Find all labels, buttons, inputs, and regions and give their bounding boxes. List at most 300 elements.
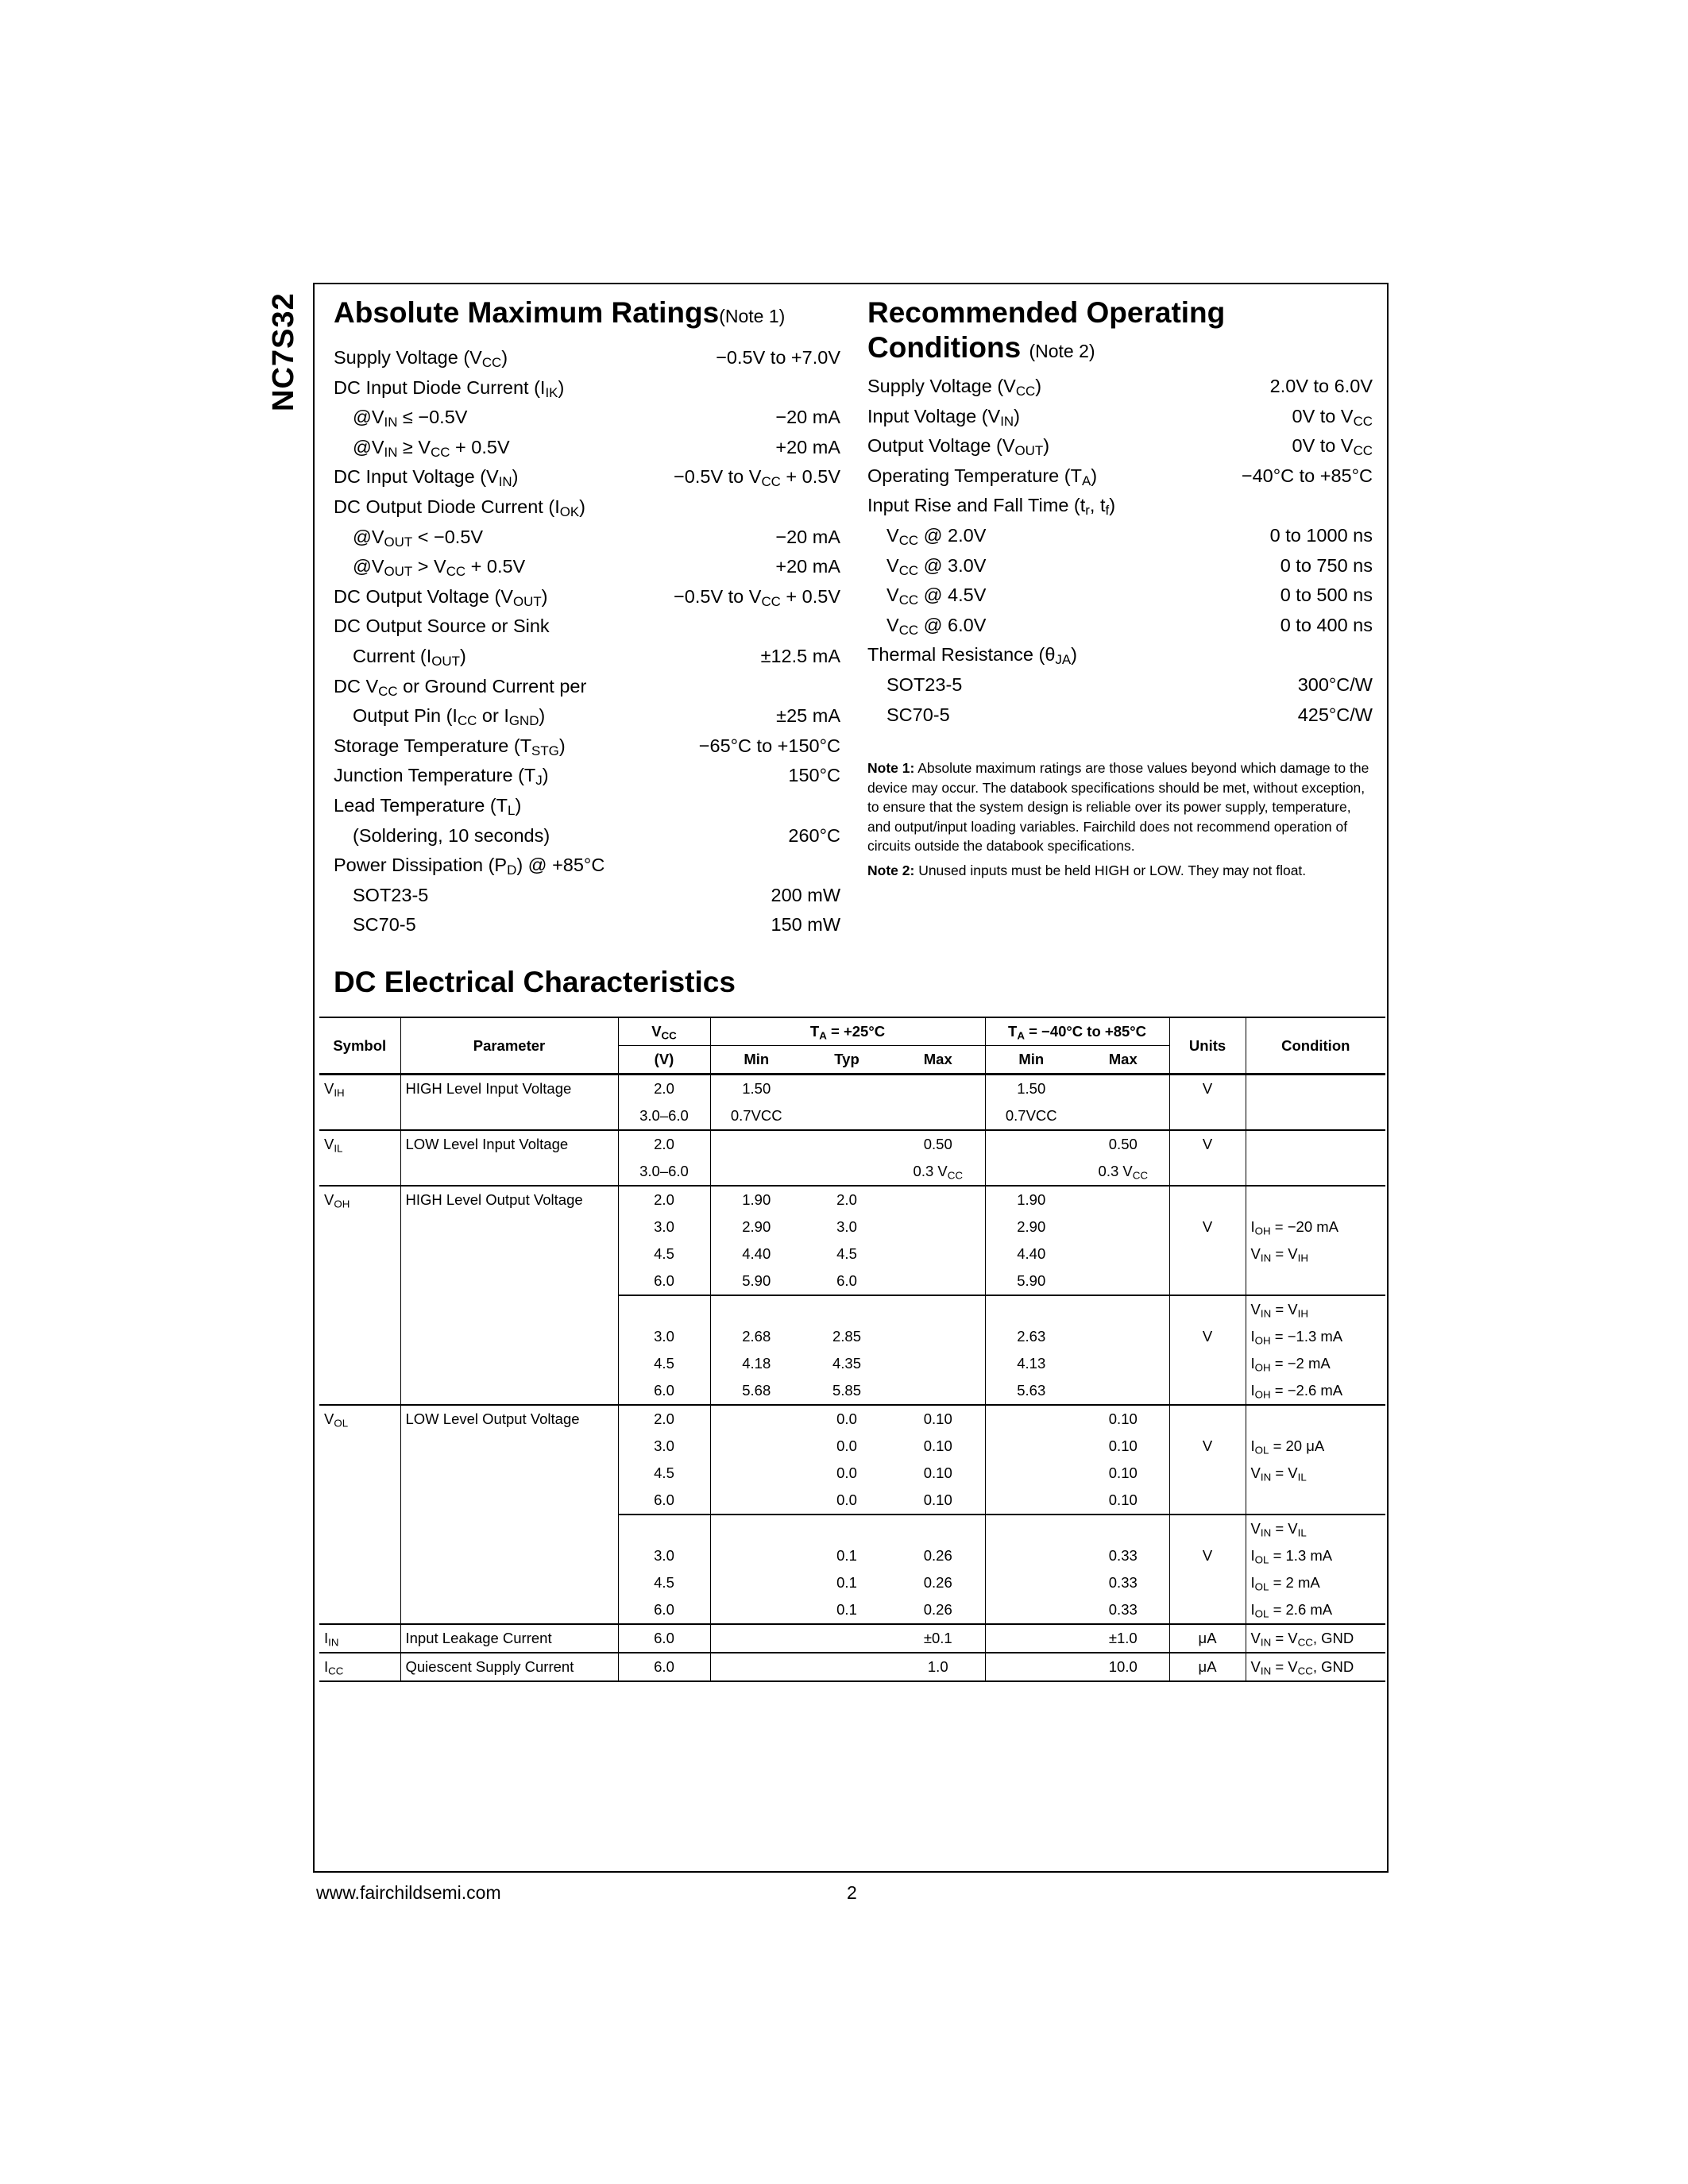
typ-cell [802,1295,891,1323]
condition-cell: $V_{IN} = V_{IH}$ [1246,1241,1385,1268]
max-cell [891,1075,985,1103]
symbol-cell [319,1596,400,1624]
table-row [319,1624,1385,1653]
max-cell [891,1323,985,1350]
symbol-cell [319,1569,400,1596]
rec-op-label: $V_{CC}$ @ 3.0V [886,554,987,578]
abs-max-label: (Soldering, 10 seconds) [353,824,550,846]
table-row [319,1596,1385,1624]
abs-max-rows [334,343,840,940]
abs-max-label: DC Input Voltage $(V_{IN})$ [334,466,519,490]
min-cell [710,1653,802,1681]
min-cell [710,1542,802,1569]
parameter-cell [400,1433,618,1460]
vcc-cell: 6.0 [618,1596,710,1624]
vcc-cell: 4.5 [618,1569,710,1596]
notes-block [867,758,1369,880]
max-range-cell [1077,1214,1169,1241]
min-cell [710,1569,802,1596]
min-range-cell [985,1487,1077,1515]
typ-cell [802,1158,891,1186]
abs-max-label: Storage Temperature $(T_{STG})$ [334,735,566,758]
min-cell [710,1405,802,1433]
max-range-cell: ±1.0 [1077,1624,1169,1653]
table-row [319,1377,1385,1405]
parameter-cell: LOW Level Input Voltage [400,1130,618,1158]
max-range-cell: 0.50 [1077,1130,1169,1158]
vcc-cell: 3.0 [618,1542,710,1569]
rec-op-row [867,491,1373,521]
rec-op-label: Output Voltage $(V_{OUT})$ [867,435,1050,459]
typ-cell: 0.0 [836,1491,857,1508]
units-cell: V [1169,1433,1246,1460]
min-range-cell [985,1515,1077,1542]
condition-cell [1246,1487,1385,1515]
max-cell [891,1214,985,1241]
abs-max-row [334,492,840,523]
min-cell [710,1130,802,1158]
parameter-cell [400,1214,618,1241]
symbol-cell [319,1350,400,1377]
rec-op-value: 2.0V to 6.0V [1269,376,1373,396]
parameter-cell: HIGH Level Output Voltage [400,1186,618,1214]
abs-max-label: Output Pin ($I_{CC}$ or $I_{GND}$) [353,705,546,729]
vcc-cell: 6.0 [618,1487,710,1515]
condition-cell: $V_{IN} = V_{IL}$ [1246,1515,1385,1542]
typ-cell: 2.0 [802,1186,891,1214]
parameter-cell: Input Leakage Current [400,1624,618,1653]
typ-cell [802,1624,891,1653]
parameter-cell [400,1295,618,1323]
abs-max-row [334,761,840,791]
page-number: 2 [847,1882,857,1903]
rec-op-rows [867,372,1373,730]
rec-op-row [867,670,1373,700]
symbol-cell: $V_{IH}$ [324,1080,345,1099]
units-cell [1169,1377,1246,1405]
max-range-cell [1077,1377,1169,1405]
abs-max-row [334,821,840,851]
parameter-cell: LOW Level Output Voltage [400,1405,618,1433]
condition-cell [1246,1405,1385,1433]
side-part-number: NC7S32 [267,292,300,411]
vcc-cell: 3.0 [618,1214,710,1241]
rec-op-row [867,700,1373,731]
symbol-cell: $I_{IN}$ [319,1624,400,1653]
table-row [319,1542,1385,1569]
vcc-cell: 2.0 [618,1405,710,1433]
parameter-cell [400,1102,618,1130]
table-row [319,1241,1385,1268]
units-cell: μA [1169,1653,1246,1681]
units-cell [1169,1460,1246,1487]
symbol-cell [319,1102,400,1130]
abs-max-row [334,612,840,642]
abs-max-value: +20 mA [775,556,840,577]
max-cell: 0.26 [923,1574,952,1591]
condition-cell [1246,1130,1385,1158]
typ-cell [802,1653,891,1681]
parameter-cell [400,1515,618,1542]
max-cell: 0.3 $V_{CC}$ [913,1163,963,1182]
parameter-cell: HIGH Level Input Voltage [400,1075,618,1103]
vcc-cell [618,1295,710,1323]
symbol-cell: $V_{IL}$ [319,1130,400,1158]
table-row [319,1515,1385,1542]
units-cell [1169,1405,1246,1433]
rec-op-label: Input Voltage $(V_{IN})$ [867,405,1020,429]
symbol-cell [319,1158,400,1186]
rec-op-label: SOT23-5 [886,673,963,695]
vcc-cell: 4.5 [618,1460,710,1487]
col-max-range: Max [1077,1046,1169,1075]
typ-cell: 4.5 [836,1245,857,1262]
rec-op-row [867,372,1373,402]
col-min: Min [710,1046,802,1075]
rec-op-value: 0 to 1000 ns [1269,524,1373,546]
max-cell: 0.26 [923,1601,952,1618]
min-cell: 2.90 [710,1214,802,1241]
vcc-cell: 3.0 [618,1323,710,1350]
rec-op-value: 0V to $V_{CC}$ [1292,405,1373,429]
min-cell: 1.90 [710,1186,802,1214]
dc-table-body [319,1075,1385,1682]
abs-max-row [334,462,840,492]
table-row [319,1350,1385,1377]
abs-max-row [334,731,840,762]
max-cell [891,1102,985,1130]
table-row [319,1158,1385,1186]
rec-op-value: −40°C to +85°C [1241,465,1373,486]
max-range-cell [1077,1186,1169,1214]
symbol-cell: $V_{OH}$ [319,1186,400,1214]
symbol-cell [319,1268,400,1295]
col-parameter: Parameter [400,1017,618,1075]
units-cell [1169,1295,1246,1323]
abs-max-row [334,701,840,731]
vcc-cell: 4.5 [618,1241,710,1268]
symbol-cell [319,1487,400,1515]
max-cell: 0.50 [891,1130,985,1158]
typ-cell [802,1515,891,1542]
abs-max-row [334,582,840,612]
col-vcc: $V_{CC}$ [618,1017,710,1046]
vcc-cell: 6.0 [618,1377,710,1405]
condition-cell: $V_{IN} = V_{CC}$, GND [1246,1653,1385,1681]
parameter-cell [400,1487,618,1515]
abs-max-row [334,910,840,940]
symbol-cell: $I_{CC}$ [319,1653,400,1681]
vcc-cell: 6.0 [618,1653,710,1681]
min-range-cell [985,1158,1077,1186]
max-range-cell: 0.10 [1108,1464,1138,1481]
table-row [319,1295,1385,1323]
min-range-cell [985,1295,1077,1323]
vcc-cell: 3.0 [618,1433,710,1460]
rec-op-label: Supply Voltage $(V_{CC})$ [867,376,1042,399]
abs-max-value: −0.5V to +7.0V [716,347,840,368]
abs-max-value: 260°C [788,824,840,846]
abs-max-label: SOT23-5 [353,884,429,905]
min-range-cell: 0.7VCC [985,1102,1077,1130]
units-cell [1169,1596,1246,1624]
parameter-cell [400,1158,618,1186]
vcc-cell: 4.5 [618,1350,710,1377]
condition-cell [1246,1186,1385,1214]
max-range-cell [1077,1075,1169,1103]
typ-cell: 4.35 [832,1355,861,1372]
condition-cell: $V_{IN} = V_{IL}$ [1246,1460,1385,1487]
max-range-cell: 10.0 [1077,1653,1169,1681]
note-1: Note 1: Absolute maximum ratings are those values beyond which damage to the device may occur. The databook specifications should be met, without exception, to ensure that the system design is reliable over its power supply, temperature, and output/input loading variables. Fairchild does not recommend operation of circuits outside the databook specifications. [867,760,1369,855]
abs-max-label: Supply Voltage $(V_{CC})$ [334,347,508,371]
condition-cell [1246,1102,1385,1130]
max-cell [891,1350,985,1377]
abs-max-value: ±25 mA [776,705,840,727]
max-cell [891,1241,985,1268]
max-cell [891,1186,985,1214]
typ-cell: 0.0 [836,1437,857,1454]
max-cell: 0.10 [923,1491,952,1508]
table-row [319,1075,1385,1103]
table-row [319,1186,1385,1214]
vcc-cell: 2.0 [618,1075,710,1103]
min-cell [710,1295,802,1323]
vcc-cell: 3.0–6.0 [618,1102,710,1130]
min-cell: 2.68 [710,1323,802,1350]
min-cell [710,1515,802,1542]
min-range-cell [985,1596,1077,1624]
max-cell [891,1295,985,1323]
table-row [319,1130,1385,1158]
units-cell: V [1169,1323,1246,1350]
min-range-cell [985,1569,1077,1596]
rec-op-value: 0 to 750 ns [1280,554,1373,576]
typ-cell [802,1075,891,1103]
min-cell: 4.40 [710,1241,802,1268]
rec-op-row [867,402,1373,432]
abs-max-label: Power Dissipation $(P_D)$ @ +85°C [334,855,605,878]
max-range-cell [1077,1350,1169,1377]
condition-cell: $I_{OH} = -20$ mA [1246,1214,1385,1241]
min-range-cell [985,1130,1077,1158]
min-range-cell [985,1460,1077,1487]
units-cell [1169,1186,1246,1214]
units-cell: μA [1169,1624,1246,1653]
rec-op-label: SC70-5 [886,704,950,725]
parameter-cell [400,1542,618,1569]
symbol-cell [319,1214,400,1241]
parameter-cell [400,1569,618,1596]
table-row [319,1323,1385,1350]
condition-cell: $V_{IN} = V_{IH}$ [1246,1295,1385,1323]
min-range-cell: 2.63 [985,1323,1077,1350]
min-cell: 5.90 [710,1268,802,1295]
max-range-cell: 0.10 [1077,1405,1169,1433]
symbol-cell [319,1433,400,1460]
typ-cell: 3.0 [836,1218,857,1235]
footer-url[interactable]: www.fairchildsemi.com [316,1882,501,1903]
condition-cell: $V_{IN} = V_{CC}$, GND [1246,1624,1385,1653]
condition-cell [1246,1158,1385,1186]
table-row [319,1405,1385,1433]
min-cell [710,1596,802,1624]
typ-cell: 0.1 [836,1547,857,1564]
rec-op-value: 0V to $V_{CC}$ [1292,435,1373,459]
table-row [319,1433,1385,1460]
typ-cell [802,1102,891,1130]
vcc-cell: 6.0 [618,1624,710,1653]
typ-cell: 6.0 [836,1272,857,1289]
rec-op-row [867,581,1373,611]
max-cell [891,1268,985,1295]
recommended-operating-conditions [867,295,1373,885]
min-range-cell: 4.13 [985,1350,1077,1377]
max-cell: 0.10 [923,1464,952,1481]
table-row [319,1460,1385,1487]
col-symbol: Symbol [319,1017,400,1075]
max-cell: 0.26 [923,1547,952,1564]
parameter-cell [400,1460,618,1487]
typ-cell: 2.85 [832,1328,861,1345]
rec-op-row [867,521,1373,551]
rec-op-row [867,461,1373,492]
rec-op-row [867,551,1373,581]
max-range-cell [1077,1515,1169,1542]
abs-max-row [334,881,840,911]
rec-op-row [867,431,1373,461]
units-cell [1169,1158,1246,1186]
units-cell [1169,1569,1246,1596]
rec-op-value: 425°C/W [1297,704,1373,725]
condition-cell: $I_{OH} = -2.6$ mA [1246,1377,1385,1405]
abs-max-row [334,523,840,553]
max-cell [891,1515,985,1542]
rec-op-label: $V_{CC}$ @ 6.0V [886,614,987,638]
abs-max-row [334,642,840,672]
abs-max-label: $@V_{IN} \ge V_{CC} + 0.5V$ [353,436,510,460]
table-row [319,1487,1385,1515]
min-cell: 4.18 [710,1350,802,1377]
abs-max-label: $@V_{IN} \le -0.5V$ [353,407,468,430]
min-range-cell [985,1624,1077,1653]
dc-characteristics-title: DC Electrical Characteristics [334,966,736,998]
abs-max-label: SC70-5 [353,914,416,936]
rec-op-label: Thermal Resistance $(\theta_{JA})$ [867,644,1077,668]
rec-op-label: $V_{CC}$ @ 4.5V [886,585,987,608]
abs-max-label: Current $(I_{OUT})$ [353,645,466,669]
symbol-cell [319,1542,400,1569]
max-cell: 1.0 [891,1653,985,1681]
abs-max-value: 200 mW [771,884,840,905]
abs-max-label: DC Input Diode Current $(I_{IK})$ [334,376,565,400]
min-range-cell: 5.90 [985,1268,1077,1295]
abs-max-value: −0.5V to $V_{CC} + 0.5V$ [674,466,840,490]
col-min-range: Min [985,1046,1077,1075]
abs-max-value: −0.5V to $V_{CC} + 0.5V$ [674,585,840,609]
symbol-cell [319,1515,400,1542]
max-cell: 0.10 [891,1405,985,1433]
table-row [319,1102,1385,1130]
min-cell [710,1460,802,1487]
min-range-cell: 2.90 [985,1214,1077,1241]
min-range-cell [985,1433,1077,1460]
condition-cell [1246,1268,1385,1295]
max-range-cell [1077,1102,1169,1130]
min-range-cell: 1.50 [985,1075,1077,1103]
rec-op-row [867,640,1373,670]
col-max: Max [891,1046,985,1075]
abs-max-label: $@V_{OUT} < -0.5V$ [353,526,484,550]
units-cell [1169,1350,1246,1377]
min-cell [710,1158,802,1186]
col-typ: Typ [802,1046,891,1075]
max-cell [891,1377,985,1405]
max-range-cell [1077,1241,1169,1268]
col-units: Units [1169,1017,1246,1075]
typ-cell: 0.1 [836,1574,857,1591]
units-cell: V [1169,1214,1246,1241]
min-range-cell [985,1653,1077,1681]
parameter-cell [400,1350,618,1377]
symbol-cell [319,1377,400,1405]
abs-max-value: −20 mA [775,407,840,428]
max-cell: ±0.1 [891,1624,985,1653]
units-cell [1169,1102,1246,1130]
max-range-cell: 0.33 [1108,1574,1138,1591]
abs-max-row [334,433,840,463]
abs-max-row [334,343,840,373]
abs-max-row [334,791,840,821]
condition-cell: $I_{OL} = 1.3$ mA [1246,1542,1385,1569]
abs-max-label: Junction Temperature $(T_J)$ [334,765,549,789]
abs-max-label: DC Output Source or Sink [334,615,550,637]
symbol-cell [319,1460,400,1487]
typ-cell: 0.1 [836,1601,857,1618]
abs-max-value: −65°C to +150°C [698,735,840,756]
condition-cell: $I_{OL} = 20$ μA [1246,1433,1385,1460]
typ-cell [802,1130,891,1158]
abs-max-row [334,403,840,433]
col-ta25: $T_A = +25^\circ C$ [710,1017,985,1046]
table-row [319,1569,1385,1596]
min-cell [710,1433,802,1460]
units-cell [1169,1268,1246,1295]
rec-op-title: Recommended Operating Conditions (Note 2) [867,296,1226,364]
typ-cell: 5.85 [832,1382,861,1399]
max-range-cell: 0.33 [1108,1601,1138,1618]
min-cell: 1.50 [710,1075,802,1103]
col-vcc-unit: (V) [618,1046,710,1075]
table-row [319,1214,1385,1241]
content-frame [313,283,1389,1873]
max-range-cell [1077,1323,1169,1350]
abs-max-row [334,672,840,702]
max-range-cell: 0.10 [1108,1491,1138,1508]
rec-op-label: Operating Temperature $(T_A)$ [867,465,1098,488]
units-cell: V [1169,1542,1246,1569]
table-row [319,1653,1385,1681]
units-cell [1169,1487,1246,1515]
vcc-cell: 2.0 [618,1186,710,1214]
col-condition: Condition [1246,1017,1385,1075]
absolute-maximum-ratings [334,295,840,940]
symbol-cell [319,1241,400,1268]
abs-max-label: DC Output Voltage $(V_{OUT})$ [334,585,548,609]
abs-max-label: DC $V_{CC}$ or Ground Current per [334,675,587,699]
rec-op-label: $V_{CC}$ @ 2.0V [886,524,987,549]
max-cell: 0.10 [923,1437,952,1454]
